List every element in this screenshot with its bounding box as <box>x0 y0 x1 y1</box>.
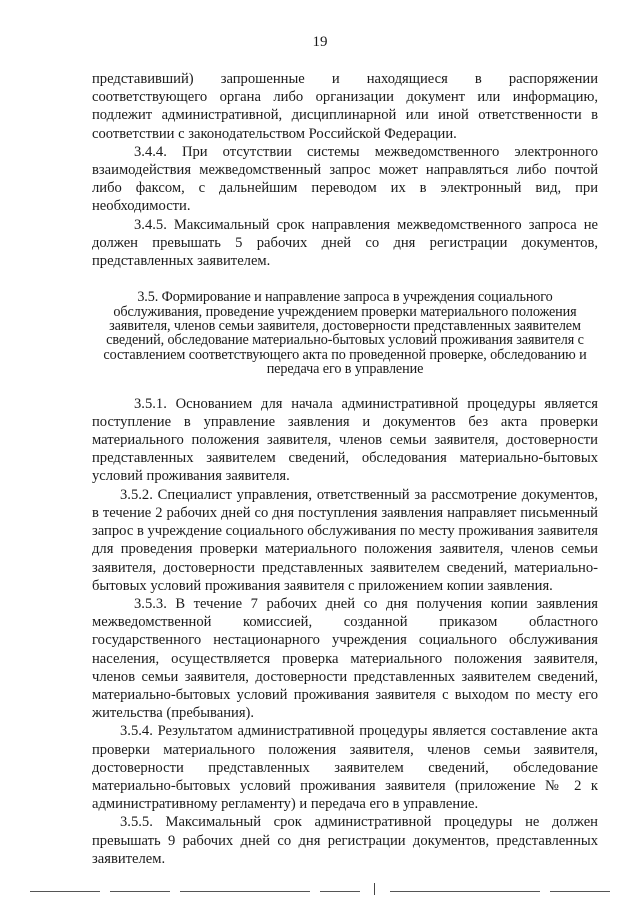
document-body <box>92 70 598 868</box>
paragraph-3-5-3: 3.5.3. В течение 7 рабочих дней со дня получения копии заявления межведомственной комиссией, созданной приказом областного государственного нестационарного учреждения социального обслуживания населения, осуществляется проверка материального положения заявителя, членов семьи заявителя, достоверности представленных заявителем сведений, материально-бытовых условий проживания заявителя с выходом по месту его жительства (пребывания). <box>92 595 598 722</box>
section-heading-3-5: 3.5. Формирование и направление запроса в учреждения социального обслуживания, проведение учреждением проверки материального положения заявителя, членов семьи заявителя, достоверности представленных заявителем сведений, обследование материально-бытовых условий проживания заявителя с составлением соответствующего акта по проведенной проверке, обследованию и передача его в управление <box>103 289 587 378</box>
paragraph-3-4-5: 3.4.5. Максимальный срок направления межведомственного запроса не должен превышать 5 рабочих дней со дня регистрации документов, представленных заявителем. <box>92 216 598 270</box>
scan-artifact-lines <box>30 887 610 895</box>
paragraph-3-5-1: 3.5.1. Основанием для начала административной процедуры является поступление в управление заявления и документов без акта проверки материального положения заявителя, членов семьи заявителя, достоверности представленных заявителем сведений, обследования материально-бытовых условий проживания заявителя. <box>92 395 598 485</box>
page-number: 19 <box>312 34 328 50</box>
paragraph-3-5-2: 3.5.2. Специалист управления, ответственный за рассмотрение документов, в течение 2 рабочих дней со дня поступления заявления направляет письменный запрос в учреждение социального обслуживания по месту проживания заявителя для проведения проверки материального положения заявителя, членов семьи заявителя, достоверности представленных заявителем сведений, материально-бытовых условий проживания заявителя с приложением копии заявления. <box>92 486 598 594</box>
paragraph-continuation: представивший) запрошенные и находящиеся в распоряжении соответствующего органа либо организации документ или информацию, подлежит административной, дисциплинарной или иной ответственности в соответствии с законодательством Российской Федерации. <box>92 71 598 142</box>
paragraph-3-5-5: 3.5.5. Максимальный срок административной процедуры не должен превышать 9 рабочих дней со дня регистрации документов, представленных заявителем. <box>92 814 598 867</box>
paragraph-3-4-4: 3.4.4. При отсутствии системы межведомственного электронного взаимодействия межведомственный запрос может направляться либо почтой либо факсом, с дальнейшим переводом их в электронный вид, при необходимости. <box>92 143 598 215</box>
paragraph-3-5-4: 3.5.4. Результатом административной процедуры является составление акта проверки материального положения заявителя, членов семьи заявителя, достоверности представленных заявителем сведений, обследование материально-бытовых условий проживания заявителя (приложение № 2 к административному регламенту) и передача его в управление. <box>92 723 598 813</box>
